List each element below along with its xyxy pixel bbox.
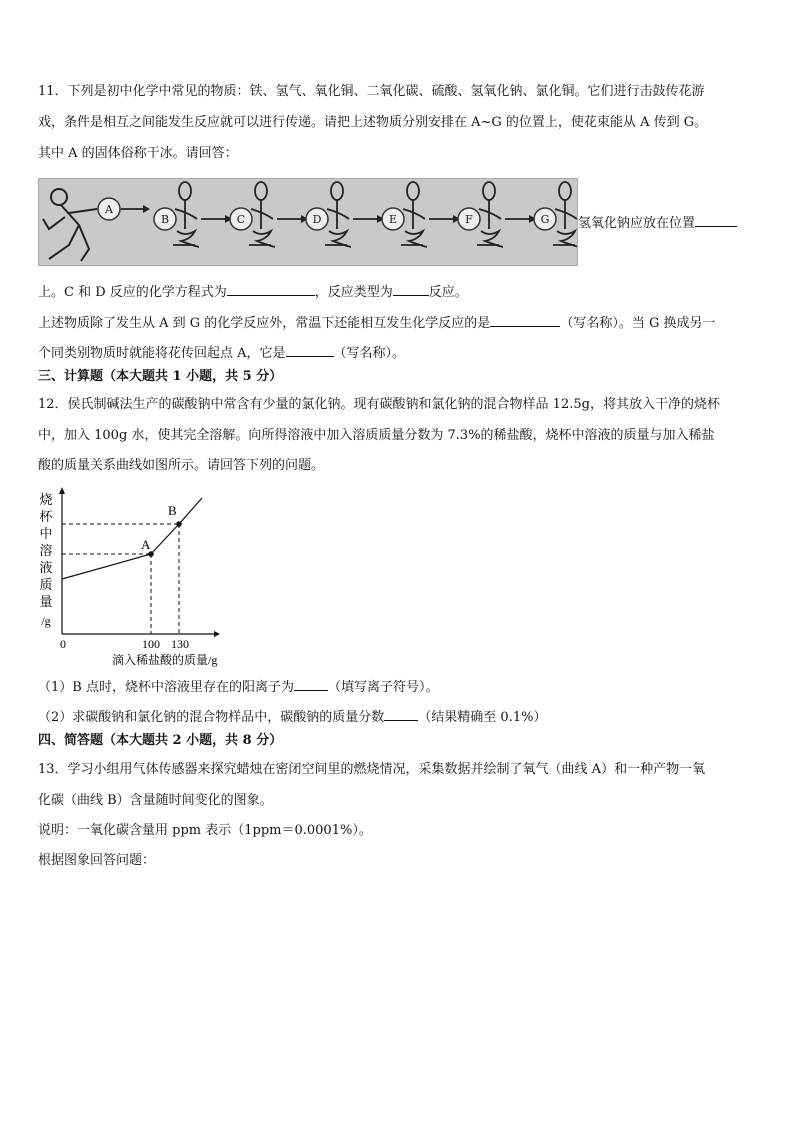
point-a-label: A (141, 537, 151, 552)
q12-line-3: 酸的质量关系曲线如图所示。请回答下列的问题。 (38, 458, 325, 473)
solution-mass-graph (36, 486, 236, 671)
ball-label: C (236, 213, 246, 226)
ball-label: A (105, 203, 113, 216)
q12-line-2: 中，加入 100g 水，使其完全溶解。向所得溶液中加入溶质质量分数为 7.3%的稀盐酸，烧杯中溶液的质量与加入稀盐 (38, 428, 715, 443)
x-axis-label: 滴入稀盐酸的质量/g (112, 653, 218, 667)
answer-blank[interactable] (695, 214, 737, 227)
q11-line-5: 上述物质除了发生从 A 到 G 的化学反应外，常温下还能相互发生化学反应的是 （写名称）。当 G 换成另一 (38, 316, 716, 331)
q12-sub-2: （2）求碳酸钠和氯化钠的混合物样品中，碳酸钠的质量分数 （结果精确至 0.1%） (38, 710, 547, 725)
ylabel-char: 质 (39, 577, 53, 592)
ball-label: B (160, 213, 170, 226)
ylabel-char: 液 (39, 560, 53, 575)
seated-figure (173, 182, 199, 247)
x-axis-arrow (214, 631, 220, 637)
seated-figure (249, 182, 275, 247)
seated-figure (553, 182, 577, 247)
y-axis-arrow (59, 487, 65, 494)
q11-side-text: 氢氧化钠应放在位置 (578, 214, 737, 232)
q13-line-2: 化碳（曲线 B）含量随时间变化的图象。 (38, 793, 273, 808)
tick-100: 100 (142, 637, 160, 651)
ball-label: D (312, 213, 322, 226)
section-3-heading: 三、计算题（本大题共 1 小题，共 5 分） (38, 369, 283, 384)
ylabel-char: 中 (39, 526, 53, 541)
flower-game-figure (39, 179, 577, 265)
q13-line-3: 说明：一氧化碳含量用 ppm 表示（1ppm＝0.0001%）。 (38, 823, 372, 838)
origin-label: 0 (60, 637, 66, 651)
ball-label: F (465, 213, 473, 226)
tick-130: 130 (171, 637, 189, 651)
ylabel-unit: /g (41, 614, 51, 628)
answer-blank[interactable] (294, 678, 328, 691)
answer-blank[interactable] (286, 344, 334, 357)
q11-line-6: 个同类别物质时就能将花传回起点 A，它是 （写名称）。 (38, 346, 406, 361)
q12-sub-1: （1）B 点时，烧杯中溶液里存在的阳离子为 （填写离子符号）。 (38, 680, 439, 695)
seated-figure (477, 182, 503, 247)
answer-blank[interactable] (384, 708, 418, 721)
point-b-label: B (168, 503, 177, 518)
ylabel-char: 烧 (39, 492, 53, 507)
ball-label: G (540, 213, 550, 226)
point-a (148, 551, 154, 557)
q11-line-4: 上。C 和 D 反应的化学方程式为 ，反应类型为 反应。 (38, 285, 468, 300)
q11-line-3: 其中 A 的固体俗称干冰。请回答： (38, 146, 238, 161)
q13-line-1: 13．学习小组用气体传感器来探究蜡烛在密闭空间里的燃烧情况，采集数据并绘制了氧气（曲线 A）和一种产物一氧 (38, 762, 706, 777)
section-4-heading: 四、简答题（本大题共 2 小题，共 8 分） (38, 733, 283, 748)
ball-label: E (388, 213, 398, 226)
seated-figure (325, 182, 351, 247)
answer-blank[interactable] (393, 283, 429, 296)
q11-line-2: 戏，条件是相互之间能发生反应就可以进行传递。请把上述物质分别安排在 A~G 的位置上，使花束能从 A 传到 G。 (38, 115, 708, 130)
q12-line-1: 12．侯氏制碱法生产的碳酸钠中常含有少量的氯化钠。现有碳酸钠和氯化钠的混合物样品 12.5g，将其放入干净的烧杯 (38, 397, 720, 412)
answer-blank[interactable] (227, 283, 315, 296)
answer-blank[interactable] (490, 314, 560, 327)
flower-game-illustration (38, 178, 578, 266)
point-b (176, 521, 182, 527)
thrower-figure (43, 189, 97, 261)
ylabel-char: 杯 (39, 509, 53, 524)
mass-curve (62, 498, 202, 579)
q13-line-4: 根据图象回答问题： (38, 853, 156, 868)
seated-figure (401, 182, 427, 247)
pass-arrow-head (143, 205, 150, 213)
q11-line-1: 11．下列是初中化学中常见的物质：铁、氢气、氧化铜、二氧化碳、硫酸、氢氧化钠、氯化铜。它们进行击鼓传花游 (38, 84, 705, 99)
ylabel-char: 溶 (39, 543, 53, 558)
ylabel-char: 量 (39, 594, 53, 609)
